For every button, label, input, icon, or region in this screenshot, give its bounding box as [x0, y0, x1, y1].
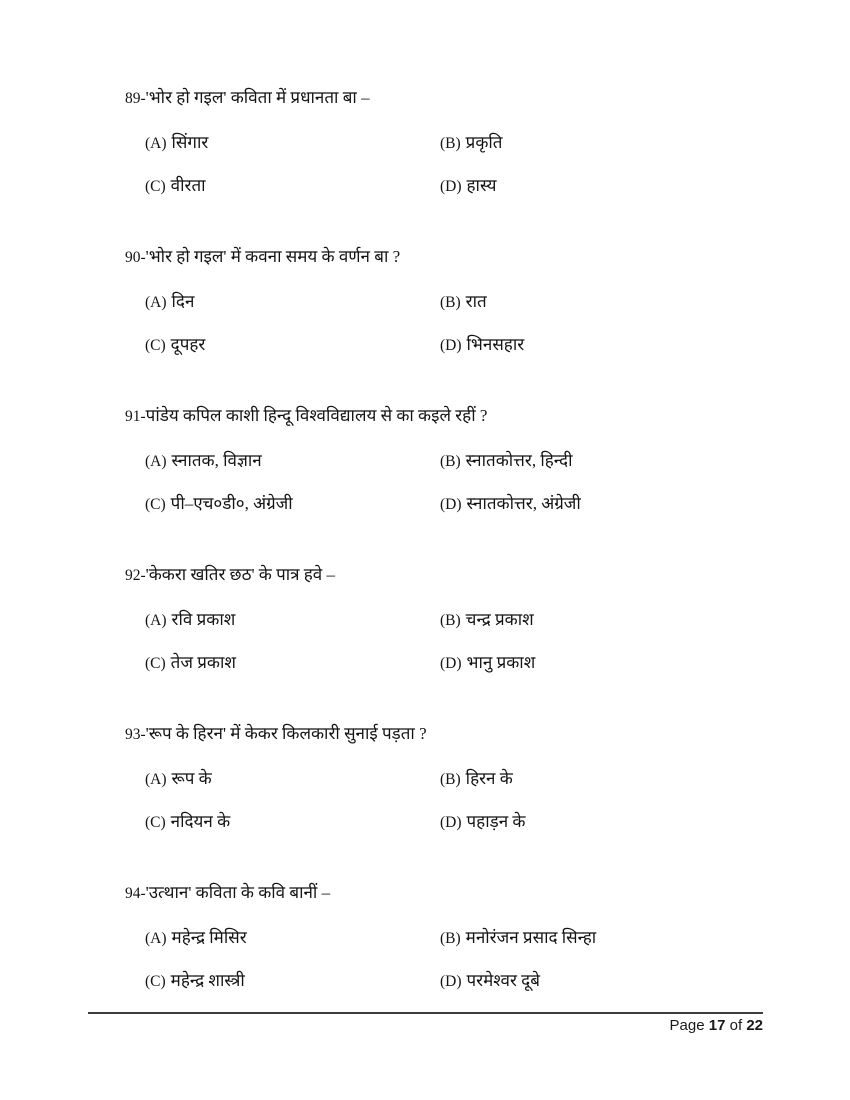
- option-label: (C): [145, 496, 166, 513]
- option-label: (C): [145, 973, 166, 990]
- footer-current-page: 17: [708, 1017, 726, 1034]
- question-number: 93-: [125, 726, 146, 743]
- option-text: रूप के: [171, 769, 212, 788]
- option-text: वीरता: [170, 176, 206, 195]
- option-label: (A): [145, 453, 167, 470]
- option-label: (D): [440, 655, 462, 672]
- question-text-line: [125, 722, 810, 747]
- question-block: [125, 722, 810, 835]
- question-number: 92-: [125, 567, 146, 584]
- option-label: (A): [145, 612, 167, 629]
- option-label: (B): [440, 930, 461, 947]
- options-grid: [125, 449, 810, 517]
- question-block: [125, 86, 810, 199]
- option-label: (D): [440, 178, 462, 195]
- option-b: [440, 926, 596, 951]
- options-grid: [125, 131, 810, 199]
- option-a: [145, 131, 440, 156]
- option-c: [145, 333, 440, 358]
- option-label: (D): [440, 496, 462, 513]
- option-text: पी–एच०डी०, अंग्रेजी: [170, 494, 293, 513]
- question-text: 'भोर हो गइल' में कवना समय के वर्णन बा ?: [145, 247, 401, 266]
- option-text: भिनसहार: [466, 335, 525, 354]
- question-number: 94-: [125, 885, 146, 902]
- option-label: (D): [440, 814, 462, 831]
- option-d: [440, 810, 525, 835]
- option-text: रात: [465, 292, 487, 311]
- option-label: (C): [145, 814, 166, 831]
- option-label: (A): [145, 771, 167, 788]
- question-number: 90-: [125, 249, 146, 266]
- option-text: रवि प्रकाश: [171, 610, 236, 629]
- question-number: 89-: [125, 90, 146, 107]
- option-text: तेज प्रकाश: [170, 653, 236, 672]
- option-label: (D): [440, 337, 462, 354]
- question-text: 'रूप के हिरन' में केकर किलकारी सुनाई पड़ता ?: [145, 724, 427, 743]
- option-d: [440, 651, 535, 676]
- option-text: महेन्द्र मिसिर: [171, 928, 247, 947]
- option-a: [145, 449, 440, 474]
- question-text: पांडेय कपिल काशी हिन्दू विश्वविद्यालय से का कइले रहीं ?: [145, 406, 488, 425]
- question-list: [125, 86, 810, 1040]
- question-text-line: [125, 881, 810, 906]
- option-c: [145, 810, 440, 835]
- page-number-indicator: [88, 1017, 763, 1034]
- question-text: 'उत्थान' कविता के कवि बानीं –: [145, 883, 331, 902]
- option-label: (A): [145, 135, 167, 152]
- option-c: [145, 174, 440, 199]
- options-grid: [125, 290, 810, 358]
- option-text: भानु प्रकाश: [466, 653, 536, 672]
- question-text-line: [125, 563, 810, 588]
- option-b: [440, 131, 503, 156]
- option-d: [440, 492, 581, 517]
- option-text: दिन: [171, 292, 195, 311]
- options-grid: [125, 926, 810, 994]
- option-label: (A): [145, 930, 167, 947]
- option-label: (B): [440, 453, 461, 470]
- option-text: हास्य: [466, 176, 497, 195]
- question-text-line: [125, 245, 810, 270]
- options-grid: [125, 767, 810, 835]
- option-a: [145, 926, 440, 951]
- page-footer: [88, 1012, 763, 1034]
- footer-divider-line: [88, 1012, 763, 1014]
- option-text: नदियन के: [170, 812, 231, 831]
- footer-total-pages: 22: [746, 1017, 763, 1034]
- option-text: स्नातकोत्तर, अंग्रेजी: [466, 494, 581, 513]
- footer-of-word: of: [729, 1017, 743, 1034]
- option-text: दूपहर: [170, 335, 206, 354]
- option-text: चन्द्र प्रकाश: [465, 610, 534, 629]
- question-text: 'भोर हो गइल' कविता में प्रधानता बा –: [145, 88, 370, 107]
- option-label: (A): [145, 294, 167, 311]
- question-text: 'केकरा खतिर छठ' के पात्र हवे –: [145, 565, 335, 584]
- question-block: [125, 563, 810, 676]
- option-text: स्नातक, विज्ञान: [171, 451, 262, 470]
- option-text: सिंगार: [171, 133, 209, 152]
- option-b: [440, 608, 535, 633]
- option-text: पहाड़न के: [466, 812, 526, 831]
- option-label: (C): [145, 178, 166, 195]
- option-a: [145, 290, 440, 315]
- option-text: प्रकृति: [465, 133, 503, 152]
- option-b: [440, 449, 581, 474]
- question-text-line: [125, 404, 810, 429]
- option-b: [440, 767, 525, 792]
- options-grid: [125, 608, 810, 676]
- option-label: (D): [440, 973, 462, 990]
- option-text: महेन्द्र शास्त्री: [170, 971, 245, 990]
- question-block: [125, 245, 810, 358]
- option-text: स्नातकोत्तर, हिन्दी: [465, 451, 573, 470]
- option-d: [440, 174, 503, 199]
- question-number: 91-: [125, 408, 146, 425]
- option-label: (B): [440, 771, 461, 788]
- option-text: मनोरंजन प्रसाद सिन्हा: [465, 928, 597, 947]
- option-c: [145, 969, 440, 994]
- option-label: (C): [145, 337, 166, 354]
- option-label: (B): [440, 135, 461, 152]
- question-block: [125, 881, 810, 994]
- option-b: [440, 290, 524, 315]
- option-a: [145, 608, 440, 633]
- option-d: [440, 333, 524, 358]
- option-label: (C): [145, 655, 166, 672]
- question-block: [125, 404, 810, 517]
- question-text-line: [125, 86, 810, 111]
- option-text: हिरन के: [465, 769, 513, 788]
- option-c: [145, 651, 440, 676]
- option-d: [440, 969, 596, 994]
- footer-page-word: Page: [669, 1017, 705, 1034]
- option-label: (B): [440, 612, 461, 629]
- option-label: (B): [440, 294, 461, 311]
- option-a: [145, 767, 440, 792]
- option-c: [145, 492, 440, 517]
- option-text: परमेश्वर दूबे: [466, 971, 540, 990]
